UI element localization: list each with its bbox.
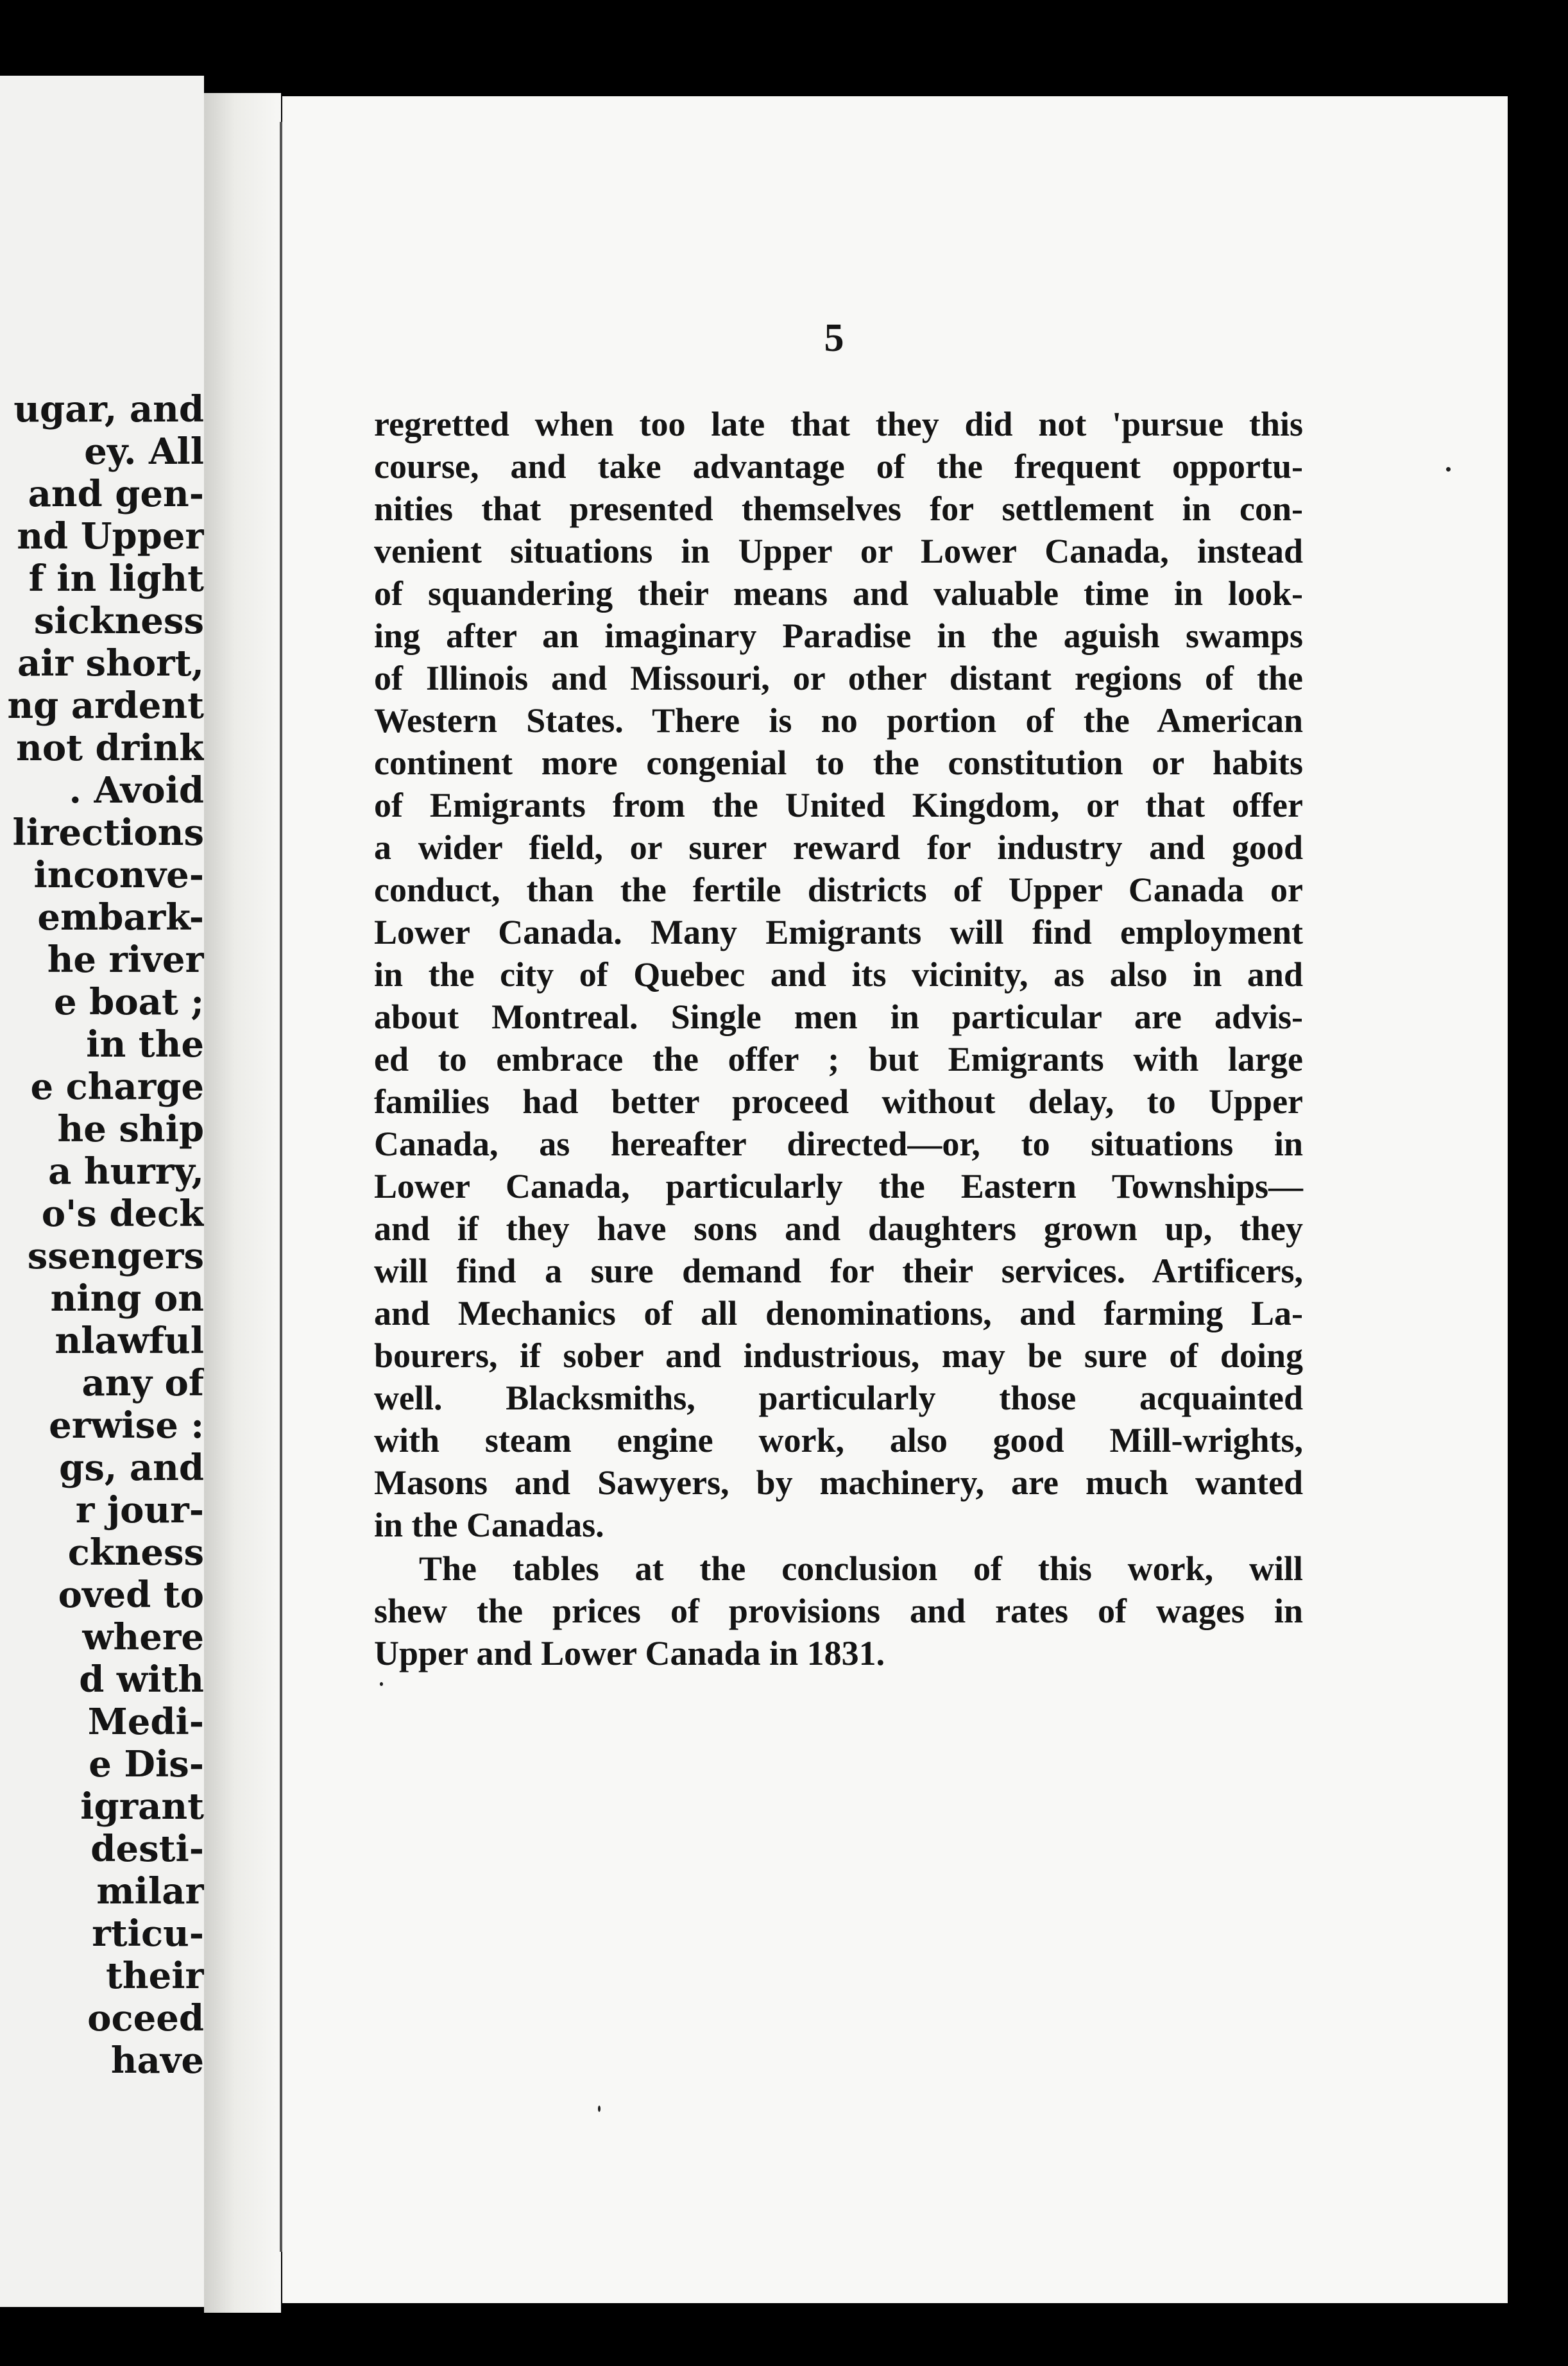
- left-page-line: igrant: [80, 1785, 204, 1828]
- left-page-line: their: [106, 1955, 204, 1997]
- body-line: ing after an imaginary Paradise in the aguish swamps: [374, 617, 1303, 655]
- body-line: and Mechanics of all denominations, and farming La-: [374, 1294, 1303, 1332]
- left-page-line: he ship: [57, 1108, 204, 1150]
- left-page-line: ng ardent: [7, 685, 204, 727]
- body-line: regretted when too late that they did not 'pursue this: [374, 405, 1303, 443]
- body-line: venient situations in Upper or Lower Canada, instead: [374, 532, 1303, 570]
- body-line: Lower Canada, particularly the Eastern Townships—: [374, 1167, 1303, 1205]
- body-line: shew the prices of provisions and rates of wages in: [374, 1592, 1303, 1630]
- left-page-line: ning on: [50, 1277, 204, 1320]
- left-page-line: air short,: [17, 642, 204, 685]
- body-line: a wider field, or surer reward for industry and good: [374, 828, 1303, 867]
- body-line: nities that presented themselves for settlement in con-: [374, 489, 1303, 528]
- ink-speck: [1446, 467, 1451, 472]
- left-page-line: a hurry,: [48, 1150, 204, 1193]
- left-page-line: lirections: [12, 812, 204, 854]
- left-page: [0, 76, 204, 2307]
- left-page-line: and gen-: [28, 473, 204, 515]
- body-line: with steam engine work, also good Mill-wrights,: [374, 1421, 1303, 1460]
- left-page-line: where: [82, 1616, 204, 1658]
- left-page-line: sickness: [33, 600, 204, 642]
- body-line: course, and take advantage of the frequent opportu-: [374, 447, 1303, 486]
- left-page-line: have: [110, 2039, 204, 2082]
- body-line: families had better proceed without delay, to Upper: [374, 1082, 1303, 1121]
- ink-speck: [380, 1682, 383, 1686]
- body-line: of Emigrants from the United Kingdom, or that offer: [374, 786, 1303, 824]
- book-gutter: [204, 93, 281, 2313]
- body-line: The tables at the conclusion of this work, will: [419, 1549, 1303, 1588]
- left-page-line: ey. All: [84, 430, 204, 473]
- body-line: Lower Canada. Many Emigrants will find employment: [374, 913, 1303, 951]
- left-page-line: milar: [96, 1870, 204, 1912]
- left-page-line: nd Upper: [17, 515, 204, 557]
- body-line: of squandering their means and valuable time in look-: [374, 574, 1303, 613]
- left-page-line: ssengers: [27, 1235, 204, 1277]
- left-page-line: gs, and: [59, 1447, 204, 1489]
- left-page-line: ugar, and: [13, 388, 204, 430]
- left-page-line: . Avoid: [69, 769, 204, 812]
- left-page-line: ckness: [67, 1531, 204, 1574]
- body-line: Western States. There is no portion of the American: [374, 701, 1303, 740]
- body-line: and if they have sons and daughters grown up, they: [374, 1209, 1303, 1248]
- left-page-line: not drink: [16, 727, 204, 769]
- left-page-line: d with: [79, 1658, 204, 1701]
- body-line: conduct, than the fertile districts of Upper Canada or: [374, 871, 1303, 909]
- left-page-line: o's deck: [41, 1193, 204, 1235]
- left-page-line: e boat ;: [54, 981, 204, 1023]
- body-line: in the city of Quebec and its vicinity, as also in and: [374, 955, 1303, 994]
- left-page-line: rticu-: [92, 1912, 204, 1955]
- body-line: Masons and Sawyers, by machinery, are much wanted: [374, 1463, 1303, 1502]
- body-line: about Montreal. Single men in particular are advis-: [374, 998, 1303, 1036]
- body-line: well. Blacksmiths, particularly those acquainted: [374, 1379, 1303, 1417]
- left-page-line: e Dis-: [89, 1743, 204, 1785]
- body-line: continent more congenial to the constitution or habits: [374, 744, 1303, 782]
- left-page-line: embark-: [37, 896, 204, 939]
- body-line: will find a sure demand for their services. Artificers,: [374, 1252, 1303, 1290]
- left-page-line: f in light: [28, 557, 204, 600]
- body-line: Upper and Lower Canada in 1831.: [374, 1634, 885, 1672]
- left-page-line: erwise :: [49, 1404, 204, 1447]
- body-line: ed to embrace the offer ; but Emigrants with large: [374, 1040, 1303, 1078]
- body-line: bourers, if sober and industrious, may be sure of doing: [374, 1336, 1303, 1375]
- left-page-line: nlawful: [55, 1320, 204, 1362]
- left-page-line: any of: [81, 1362, 204, 1404]
- left-page-line: Medi-: [87, 1701, 204, 1743]
- body-line: Canada, as hereafter directed—or, to situations in: [374, 1125, 1303, 1163]
- left-page-line: in the: [86, 1023, 204, 1066]
- left-page-line: inconve-: [33, 854, 204, 896]
- left-page-line: he river: [47, 939, 204, 981]
- body-line: in the Canadas.: [374, 1506, 604, 1544]
- left-page-line: oceed: [87, 1997, 204, 2039]
- left-page-line: r jour-: [75, 1489, 204, 1531]
- page-number: 5: [824, 316, 844, 360]
- left-page-line: e charge: [30, 1066, 204, 1108]
- body-line: of Illinois and Missouri, or other distant regions of the: [374, 659, 1303, 697]
- left-page-line: oved to: [58, 1574, 204, 1616]
- left-page-line: desti-: [90, 1828, 204, 1870]
- ink-speck: [598, 2106, 601, 2112]
